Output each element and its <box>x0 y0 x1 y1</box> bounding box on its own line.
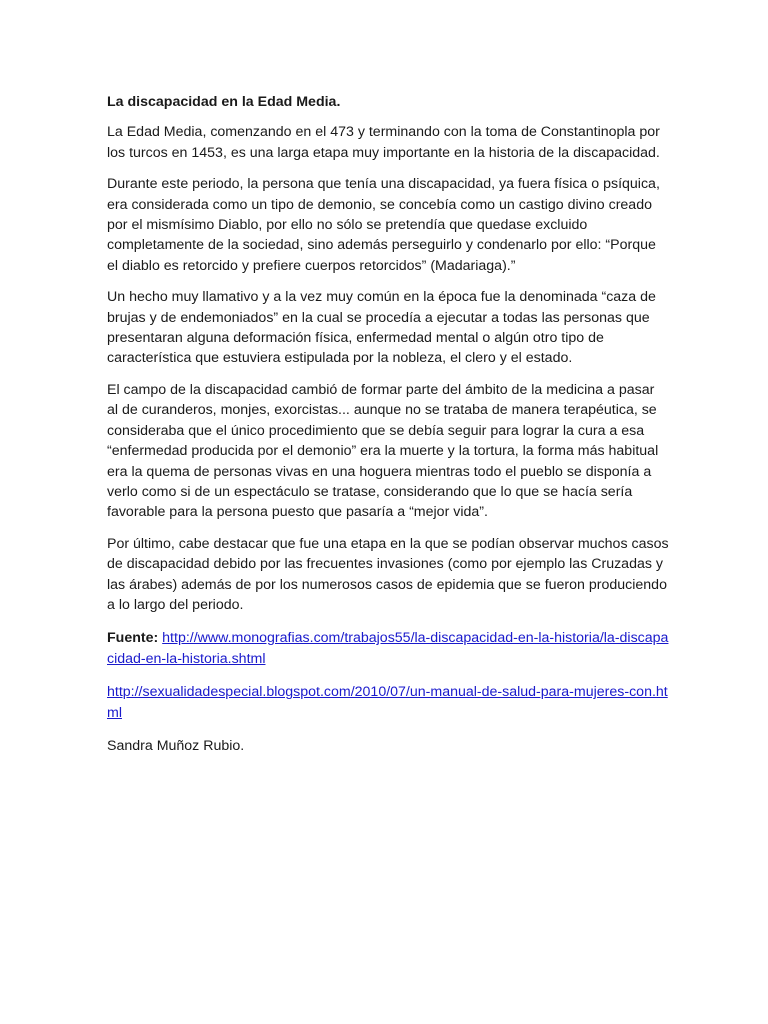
document-title: La discapacidad en la Edad Media. <box>107 94 341 110</box>
source-paragraph-2 <box>107 682 669 723</box>
source-label: Fuente: <box>107 630 163 647</box>
paragraph-demon: Durante este periodo, la persona que tenía una discapacidad, ya fuera física o psíquica, era considerada como un tipo de demonio, se concebía como un castigo divino creado por el mismísimo Diablo, por ello no sólo se pretendía que quedase excluido completamente de la sociedad, sino además perseguirlo y condenarlo por ello: “Porque el diablo es retorcido y prefiere cuerpos retorcidos” (Madariaga).” <box>107 176 660 274</box>
source-link-monografias[interactable]: http://www.monografias.com/trabajos55/la-discapacidad-en-la-historia/la-discapacidad-en-la-historia.shtml <box>107 630 669 667</box>
source-link-blogspot[interactable]: http://sexualidadespecial.blogspot.com/2010/07/un-manual-de-salud-para-mujeres-con.html <box>107 684 668 721</box>
paragraph-intro: La Edad Media, comenzando en el 473 y terminando con la toma de Constantinopla por los turcos en 1453, es una larga etapa muy importante en la historia de la discapacidad. <box>107 124 660 161</box>
document-page <box>107 92 669 767</box>
source-paragraph <box>107 628 669 669</box>
author-name: Sandra Muñoz Rubio. <box>107 737 245 754</box>
paragraph-witch-hunt: Un hecho muy llamativo y a la vez muy común en la época fue la denominada “caza de brujas y de endemoniados” en la cual se procedía a ejecutar a todas las personas que presentaran alguna deformación física, enfermedad mental o algún otro tipo de característica que estuviera estipulada por la nobleza, el clero y el estado. <box>107 289 656 367</box>
paragraph-conclusion: Por último, cabe destacar que fue una etapa en la que se podían observar muchos casos de discapacidad debido por las frecuentes invasiones (como por ejemplo las Cruzadas y las árabes) además de por los numerosos casos de epidemia que se fueron produciendo a lo largo del periodo. <box>107 535 669 613</box>
paragraph-field-change: El campo de la discapacidad cambió de formar parte del ámbito de la medicina a pasar al de curanderos, monjes, exorcistas... aunque no se trataba de manera terapéutica, se consideraba que el único procedimiento que se debía seguir para lograr la cura a esa “enfermedad producida por el demonio” era la muerte y la tortura, la forma más habitual era la quema de personas vivas en una hoguera mientras todo el pueblo se disponía a verlo como si de un espectáculo se tratase, considerando que lo que se hacía sería favorable para la persona puesto que pasaría a “mejor vida”. <box>107 381 659 521</box>
